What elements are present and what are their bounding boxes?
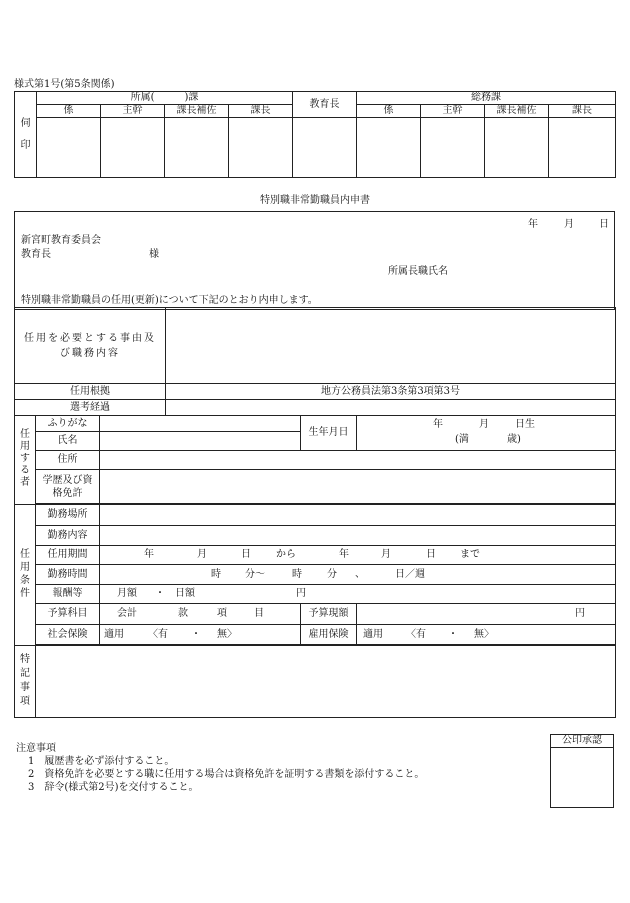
budget-amount-value[interactable] xyxy=(357,604,616,625)
stamp-cell[interactable] xyxy=(229,118,293,178)
soumu-col-header: 主幹 xyxy=(421,105,485,118)
senko-label: 選考経過 xyxy=(15,400,166,416)
sender-label: 所属長職氏名 xyxy=(388,266,448,277)
addressee-honorific: 様 xyxy=(149,249,159,260)
document-title: 特別職非常勤職員内申書 xyxy=(260,195,370,206)
hours-start-min: 分～ xyxy=(245,568,265,580)
pay-label: 報酬等 xyxy=(36,585,100,604)
stamp-cell[interactable] xyxy=(101,118,165,178)
birth-year-unit: 年 xyxy=(433,419,443,430)
note-item: 3 辞令(様式第2号)を交付すること。 xyxy=(28,782,199,793)
terms-group-text: 任用条件 xyxy=(20,549,30,599)
stamp-cell[interactable] xyxy=(165,118,229,178)
budget-amount-label: 予算現額 xyxy=(301,604,357,625)
date-year: 年 xyxy=(528,219,538,230)
term-until: まで xyxy=(460,548,480,560)
duties-value[interactable] xyxy=(100,526,616,546)
birth-month-unit: 月 xyxy=(479,419,489,430)
hours-value[interactable] xyxy=(100,565,616,585)
pay-monthly: 月額 xyxy=(117,587,137,599)
birthdate-value[interactable] xyxy=(357,416,616,451)
workplace-value[interactable] xyxy=(100,505,616,526)
date-day: 日 xyxy=(599,219,609,230)
pay-value[interactable] xyxy=(100,585,616,604)
social-yes: 〈有 xyxy=(148,628,168,640)
soumu-col-header: 課長 xyxy=(549,105,616,118)
employment-dot: ・ xyxy=(448,628,458,640)
stamp-cell[interactable] xyxy=(37,118,101,178)
soumu-group-header: 総務課 xyxy=(357,92,616,105)
jiyu-label: 任用を必要とする事由及び職務内容 xyxy=(15,308,166,384)
seal-approval-cell[interactable] xyxy=(551,748,614,808)
addressee-title: 教育長 xyxy=(21,249,51,260)
hours-label: 勤務時間 xyxy=(36,565,100,585)
remarks-label-cell xyxy=(15,646,36,718)
employment-apply: 適用 xyxy=(363,628,383,640)
remarks-label: 特記事項 xyxy=(20,654,30,707)
employment-insurance-value[interactable] xyxy=(357,625,616,645)
budget-item-label: 予算科目 xyxy=(36,604,100,625)
seal-approval-label: 公印承認 xyxy=(551,735,614,748)
term-end-day: 日 xyxy=(426,548,436,560)
hours-separator: 、 xyxy=(355,568,365,580)
form-number: 様式第1号(第5条関係) xyxy=(14,79,115,90)
dept-col-header: 係 xyxy=(37,105,101,118)
ukagai-in-cell xyxy=(15,92,37,178)
pay-yen: 円 xyxy=(296,587,306,599)
letter-section xyxy=(14,211,615,310)
employment-yes: 〈有 xyxy=(406,628,426,640)
note-item: 2 資格免許を必要とする職に任用する場合は資格免許を証明する書類を添付すること。 xyxy=(28,769,425,780)
person-group-text: 任用する者 xyxy=(20,429,30,488)
hours-start-hour: 時 xyxy=(211,568,221,580)
age-open: (満 xyxy=(455,434,469,445)
soumu-col-header: 課長補佐 xyxy=(485,105,549,118)
note-item: 1 履歴書を必ず添付すること。 xyxy=(28,756,175,767)
social-apply: 適用 xyxy=(104,628,124,640)
details-table xyxy=(14,415,616,718)
social-no: 無〉 xyxy=(217,628,237,640)
address-value[interactable] xyxy=(100,451,616,470)
in-label: 印 xyxy=(20,139,31,151)
social-insurance-label: 社会保険 xyxy=(36,625,100,645)
term-start-month: 月 xyxy=(197,548,207,560)
stamp-cell[interactable] xyxy=(293,118,357,178)
reason-basis-table xyxy=(14,307,616,416)
social-insurance-value[interactable] xyxy=(100,625,301,645)
budget-kou: 項 xyxy=(217,607,227,619)
birth-day-unit: 日生 xyxy=(515,419,535,430)
date-month: 月 xyxy=(564,219,574,230)
jiyu-value[interactable] xyxy=(166,308,616,384)
term-end-month: 月 xyxy=(381,548,391,560)
hours-end-min: 分 xyxy=(327,568,337,580)
birthdate-label: 生年月日 xyxy=(301,416,357,451)
approval-stamp-table xyxy=(14,91,616,178)
name-label: 氏名 xyxy=(36,432,100,451)
notes-title: 注意事項 xyxy=(16,743,56,754)
term-from: から xyxy=(276,548,296,560)
budget-moku: 目 xyxy=(254,607,264,619)
dept-col-header: 課長補佐 xyxy=(165,105,229,118)
soumu-col-header: 係 xyxy=(357,105,421,118)
term-end-year: 年 xyxy=(339,548,349,560)
stamp-cell[interactable] xyxy=(421,118,485,178)
employment-no: 無〉 xyxy=(474,628,494,640)
workplace-label: 勤務場所 xyxy=(36,505,100,526)
dept-col-header: 主幹 xyxy=(101,105,165,118)
kyoikucho-header: 教育長 xyxy=(293,92,357,118)
duties-label: 勤務内容 xyxy=(36,526,100,546)
pay-dot: ・ xyxy=(155,587,165,599)
pay-daily: 日額 xyxy=(175,587,195,599)
name-value[interactable] xyxy=(100,432,301,451)
term-label: 任用期間 xyxy=(36,546,100,565)
notes-section xyxy=(16,742,424,794)
addressee-org: 新宮町教育委員会 xyxy=(21,235,101,246)
days-per-week: 日／週 xyxy=(395,568,425,580)
budget-item-value[interactable] xyxy=(100,604,301,625)
dept-group-header: 所属( )課 xyxy=(37,92,293,105)
employment-insurance-label: 雇用保険 xyxy=(301,625,357,645)
term-value[interactable] xyxy=(100,546,616,565)
seal-approval-box xyxy=(550,734,614,808)
request-statement: 特別職非常勤職員の任用(更新)について下記のとおり内申します。 xyxy=(21,295,318,306)
budget-account: 会計 xyxy=(117,607,137,619)
ukagai-label: 伺 xyxy=(20,117,31,129)
stamp-cell[interactable] xyxy=(485,118,549,178)
furigana-value[interactable] xyxy=(100,416,301,432)
stamp-cell[interactable] xyxy=(549,118,616,178)
age-close: 歳) xyxy=(507,434,521,445)
budget-kan: 款 xyxy=(178,607,188,619)
konkyo-value: 地方公務員法第3条第3項第3号 xyxy=(166,384,616,400)
terms-group-label xyxy=(15,505,36,646)
stamp-cell[interactable] xyxy=(357,118,421,178)
social-dot: ・ xyxy=(191,628,201,640)
furigana-label: ふりがな xyxy=(36,416,100,432)
term-start-day: 日 xyxy=(241,548,251,560)
address-label: 住所 xyxy=(36,451,100,470)
education-value[interactable] xyxy=(100,470,616,504)
budget-yen: 円 xyxy=(575,608,585,619)
person-group-label xyxy=(15,416,36,505)
hours-end-hour: 時 xyxy=(292,568,302,580)
term-start-year: 年 xyxy=(144,548,154,560)
senko-value[interactable] xyxy=(166,400,616,416)
konkyo-label: 任用根拠 xyxy=(15,384,166,400)
education-label: 学歴及び資格免許 xyxy=(36,470,100,504)
remarks-value[interactable] xyxy=(36,646,616,718)
dept-col-header: 課長 xyxy=(229,105,293,118)
